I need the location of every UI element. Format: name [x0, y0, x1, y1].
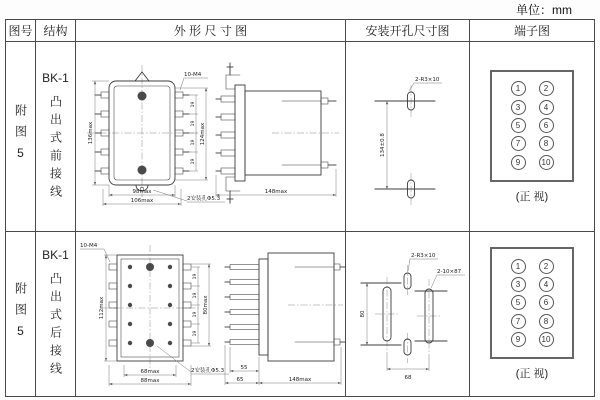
row2-mounting-centerlines	[375, 265, 441, 363]
row1-terminal-cell	[470, 42, 594, 232]
terminal-10: 10	[539, 332, 554, 347]
terminal-8: 8	[539, 136, 554, 151]
row2-dim-pitch-1: 19	[192, 273, 198, 280]
row2-dim-height: 112max	[98, 296, 105, 320]
col-header-fig-no: 图号	[6, 20, 36, 42]
row2-dim-stud-len: 55	[240, 365, 247, 371]
terminal-5: 5	[511, 118, 526, 133]
row1-terminal-diagram	[490, 70, 574, 204]
row2-fig-no-cell	[6, 232, 36, 396]
terminal-4: 4	[539, 277, 554, 292]
row2-dim-stud-len-outer: 65	[236, 377, 243, 383]
terminal-1: 1	[511, 259, 526, 274]
terminal-9: 9	[511, 332, 526, 347]
row1-terminal-box	[490, 70, 574, 182]
row1-dim-hole-span: 134±0.8	[379, 132, 386, 157]
col-header-outline: 外 形 尺 寸 图	[76, 20, 346, 42]
terminal-6: 6	[539, 118, 554, 133]
row2-terminal-box	[490, 247, 574, 359]
row2-dim-width-outer: 88max	[140, 378, 159, 384]
row2-dim-pitch-2: 19	[192, 292, 198, 299]
terminal-2: 2	[539, 81, 554, 96]
terminal-5: 5	[511, 295, 526, 310]
terminal-4: 4	[539, 100, 554, 115]
row1-terminal-caption: (正 视)	[515, 190, 549, 203]
unit-label: 单位：mm	[516, 3, 572, 17]
row2-dim-pitch-4: 19	[192, 330, 198, 337]
row2-structure: 凸出式后接线	[48, 272, 63, 380]
terminal-10: 10	[539, 155, 554, 170]
row1-dim-depth: 148max	[264, 188, 287, 195]
row2-dim-depth: 148max	[288, 377, 311, 383]
row1-dim-stud-span: 124max	[199, 122, 206, 145]
row1-dim-pitch-1: 19	[190, 101, 196, 107]
col-header-structure: 结构	[36, 20, 76, 42]
row2-dim-hole-pitch: 68	[404, 375, 411, 381]
row2-terminal-caption: (正 视)	[515, 368, 549, 380]
row2-outline-cell	[76, 232, 346, 396]
row1-slot-label: 2-R3×10	[414, 76, 439, 83]
row2-front-view	[98, 245, 201, 371]
terminal-1: 1	[511, 81, 526, 96]
row1-front-view	[87, 65, 199, 199]
row2-dim-pitch-3: 19	[192, 311, 198, 318]
row2-slot-label2: 2-10×87	[436, 269, 461, 275]
row1-outline-cell	[76, 42, 346, 232]
col-header-terminal: 端子图	[470, 20, 594, 42]
terminal-7: 7	[511, 136, 526, 151]
row2-mounting-dimensions	[367, 259, 465, 371]
terminal-2: 2	[539, 259, 554, 274]
row2-mounting-cell	[346, 232, 470, 396]
row1-mounting-drawing	[347, 43, 469, 231]
terminal-3: 3	[511, 100, 526, 115]
row1-fig-no: 附图5	[13, 104, 28, 169]
row2-dim-screws: 10-M4	[79, 243, 97, 249]
row1-dim-holes: 2安装孔Φ5.3	[186, 195, 220, 202]
row2-model: BK-1	[42, 248, 69, 262]
row2-structure-cell	[36, 232, 76, 396]
row2-terminal-diagram	[490, 247, 574, 381]
terminal-9: 9	[511, 155, 526, 170]
row1-mounting-cell	[346, 42, 470, 232]
col-header-mounting: 安装开孔尺寸图	[346, 20, 470, 42]
row1-side-view	[216, 63, 339, 203]
row1-model: BK-1	[42, 70, 69, 85]
terminal-7: 7	[511, 314, 526, 329]
row1-dim-pitch-4: 19	[190, 158, 196, 164]
row2-mounting-slots	[361, 273, 447, 355]
terminal-8: 8	[539, 314, 554, 329]
row2-dim-hole-span: 80	[359, 310, 366, 318]
row1-outline-drawing	[77, 43, 345, 231]
row1-structure: 凸出式前接线	[48, 94, 63, 203]
row1-dim-pitch-2: 19	[190, 120, 196, 126]
row1-dim-screws: 10-M4	[183, 71, 201, 78]
row1-dim-height: 136max	[87, 121, 94, 144]
row1-structure-cell	[36, 42, 76, 232]
row2-outline-drawing	[77, 233, 345, 395]
row1-dim-width-outer: 106max	[130, 197, 153, 204]
row2-side-view	[225, 253, 345, 361]
row2-dim-holes: 2安装孔Φ5.3	[190, 368, 224, 374]
row2-mounting-drawing	[347, 233, 469, 395]
row1-dim-width-inner: 98max	[132, 188, 151, 195]
row2-dim-stud-span: 80max	[202, 295, 209, 315]
row1-fig-no-cell	[6, 42, 36, 232]
terminal-3: 3	[511, 277, 526, 292]
spec-table	[5, 19, 595, 397]
row2-dim-width-inner: 68max	[140, 369, 159, 375]
terminal-6: 6	[539, 295, 554, 310]
row2-terminal-cell	[470, 232, 594, 396]
row2-fig-no: 附图5	[13, 281, 28, 347]
row2-slot-label: 2-R3×10	[410, 253, 435, 259]
row1-dim-pitch-3: 19	[190, 139, 196, 145]
